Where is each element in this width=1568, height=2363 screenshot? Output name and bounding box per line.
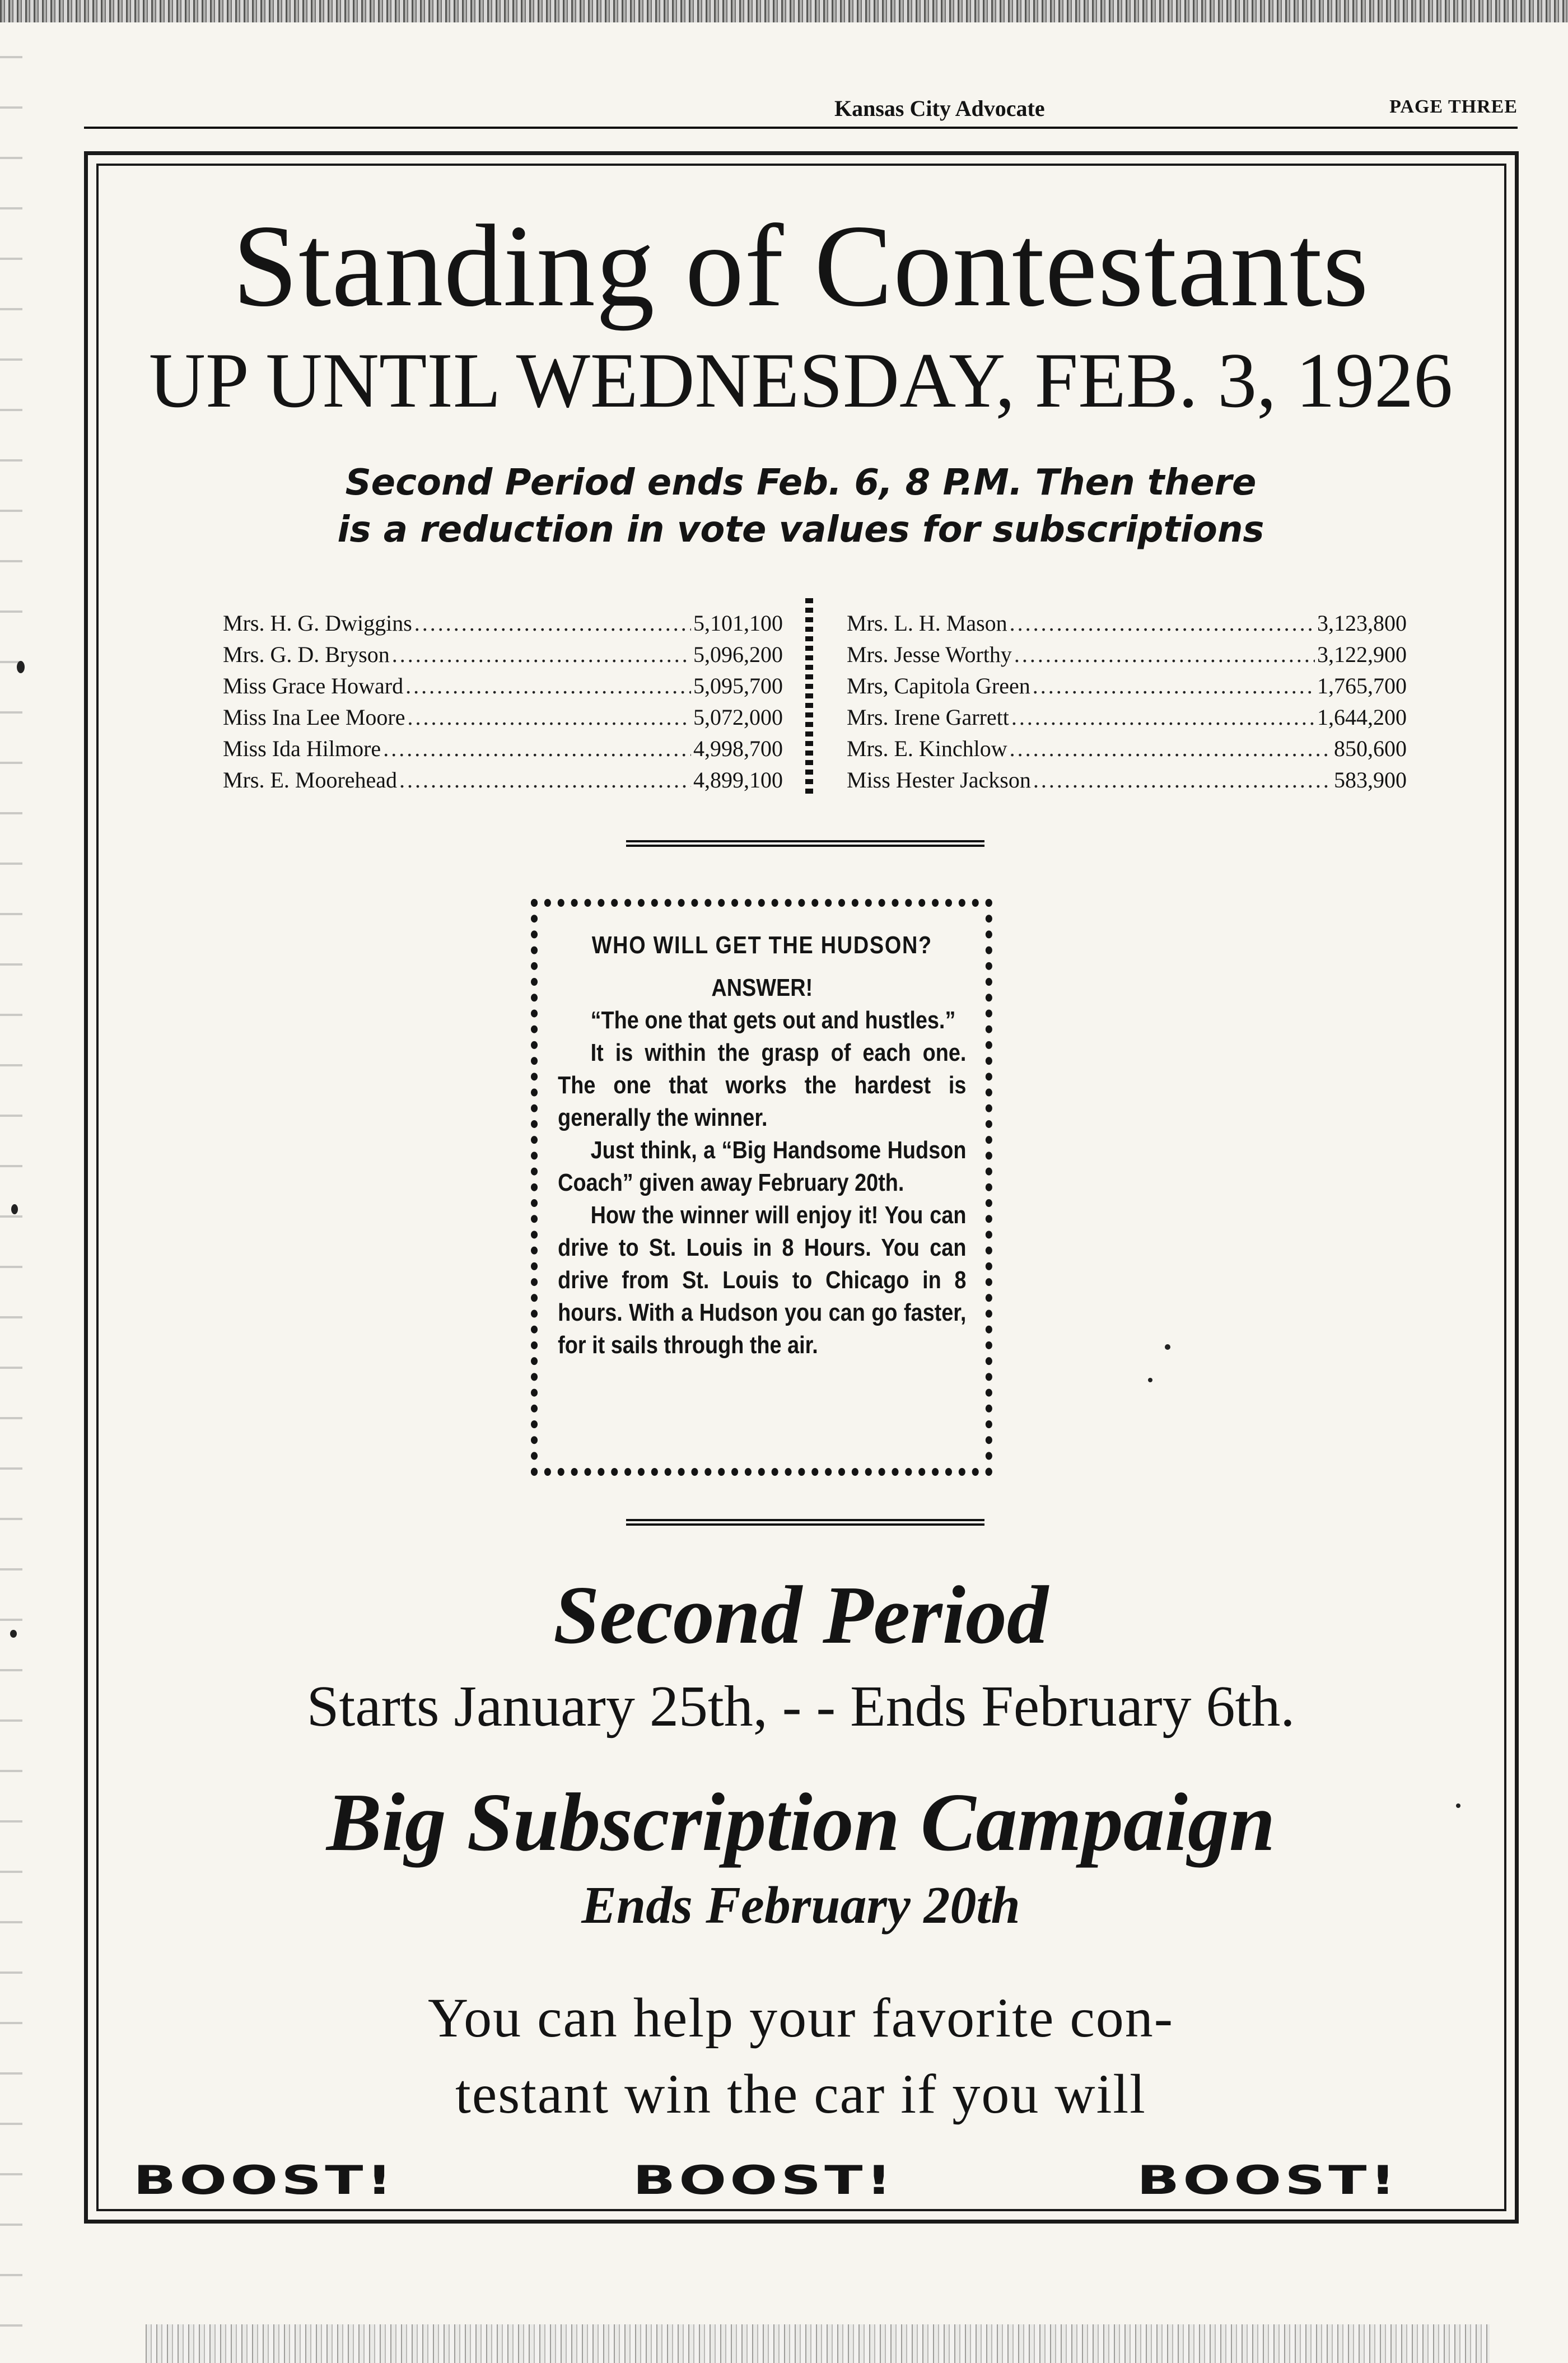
contestant-votes: 583,900 [1334, 767, 1407, 793]
headline-title: Standing of Contestants [232, 201, 1369, 331]
contestant-votes: 5,096,200 [693, 642, 783, 667]
boost-slogan: BOOST! [1137, 2157, 1399, 2203]
contestant-votes: 5,072,000 [693, 705, 783, 730]
contestant-name: Miss Hester Jackson [847, 767, 1031, 793]
standing-row [223, 733, 783, 765]
ink-speck [17, 661, 25, 673]
ink-speck [1165, 1344, 1170, 1350]
newspaper-name: Kansas City Advocate [834, 96, 1045, 121]
period-note-line-2: is a reduction in vote values for subscriptions [337, 509, 1264, 551]
contestant-votes: 5,101,100 [693, 610, 783, 636]
contestant-name: Mrs. G. D. Bryson [223, 642, 390, 667]
ink-speck [1148, 1378, 1152, 1382]
help-text [112, 1980, 1490, 2132]
contestant-name: Miss Grace Howard [223, 673, 404, 698]
hudson-paragraph: It is within the grasp of each one. The one that works the hardest is generally the winner. [558, 1039, 967, 1131]
contestant-name: Miss Ida Hilmore [223, 736, 381, 761]
contestant-votes: 4,899,100 [693, 767, 783, 793]
period-note [112, 459, 1490, 553]
contestant-votes: 3,122,900 [1317, 642, 1407, 667]
contestant-name: Mrs. L. H. Mason [847, 610, 1007, 636]
contestant-name: Miss Ina Lee Moore [223, 705, 405, 730]
contestant-name: Mrs. E. Moorehead [223, 767, 398, 793]
scan-noise-top [0, 0, 1568, 22]
hudson-paragraph: “The one that gets out and hustles.” [590, 1006, 956, 1034]
divider-rule [626, 1519, 984, 1526]
standing-row [223, 765, 783, 796]
standing-row [847, 702, 1407, 733]
ink-speck [11, 1204, 18, 1214]
contestant-votes: 1,644,200 [1317, 705, 1407, 730]
second-period-dates: Starts January 25th, - - Ends February 6th. [306, 1674, 1295, 1739]
help-text-line-2: testant win the car if you will [455, 2063, 1146, 2125]
boost-slogan: BOOST! [133, 2157, 396, 2203]
contestant-votes: 3,123,800 [1317, 610, 1407, 636]
standings-right-column [847, 608, 1407, 796]
boost-slogan: BOOST! [633, 2157, 895, 2203]
hudson-paragraph: Just think, a “Big Handsome Hudson Coach” given away February 20th. [558, 1136, 967, 1196]
second-period-title: Second Period [553, 1569, 1048, 1661]
standing-row [223, 608, 783, 639]
standing-row [223, 702, 783, 733]
standing-row [223, 670, 783, 702]
contestant-votes: 5,095,700 [693, 673, 783, 698]
contestant-votes: 1,765,700 [1317, 673, 1407, 698]
contestant-name: Mrs. Jesse Worthy [847, 642, 1012, 667]
campaign-end-date: Ends February 20th [581, 1876, 1020, 1935]
contestant-votes: 850,600 [1334, 736, 1407, 761]
contestant-name: Mrs. Irene Garrett [847, 705, 1009, 730]
standing-row [847, 765, 1407, 796]
standing-row [847, 639, 1407, 670]
divider-rule [626, 840, 984, 847]
contestant-name: Mrs, Capitola Green [847, 673, 1030, 698]
hudson-answer-label: ANSWER! [711, 974, 813, 1001]
masthead-rule [84, 127, 1518, 129]
standing-row [847, 608, 1407, 639]
help-text-line-1: You can help your favorite con- [427, 1987, 1174, 2049]
column-separator [805, 598, 813, 795]
headline-subtitle: UP UNTIL WEDNESDAY, FEB. 3, 1926 [148, 337, 1453, 424]
contestant-name: Mrs. E. Kinchlow [847, 736, 1007, 761]
standing-row [847, 670, 1407, 702]
standings-left-column [223, 608, 783, 796]
scan-noise-left [0, 34, 22, 2330]
contestant-votes: 4,998,700 [693, 736, 783, 761]
hudson-question: WHO WILL GET THE HUDSON? [591, 931, 932, 959]
masthead [84, 95, 1518, 129]
hudson-question-box [531, 899, 992, 1476]
standing-row [223, 639, 783, 670]
page-label: PAGE THREE [1389, 96, 1518, 117]
contestant-name: Mrs. H. G. Dwiggins [223, 610, 412, 636]
hudson-paragraph: How the winner will enjoy it! You can drive to St. Louis in 8 Hours. You can drive from St. Louis to Chicago in 8 hours. With a Hudson you can go faster, for it sails through the air. [558, 1201, 967, 1359]
standing-row [847, 733, 1407, 765]
ink-speck [1456, 1803, 1460, 1808]
campaign-title: Big Subscription Campaign [326, 1777, 1276, 1868]
period-note-line-1: Second Period ends Feb. 6, 8 P.M. Then there [345, 462, 1257, 504]
scan-noise-bottom [146, 2324, 1490, 2363]
ink-speck [10, 1630, 17, 1638]
